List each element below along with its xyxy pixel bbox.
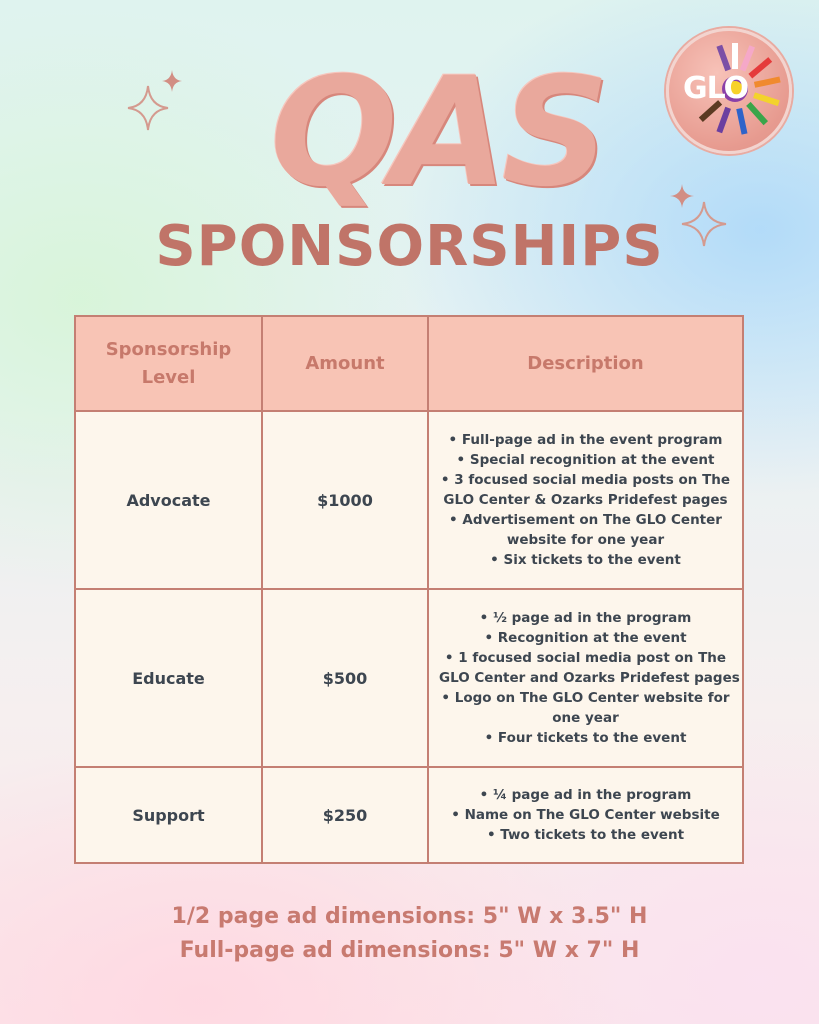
column-header-description: Description xyxy=(428,316,743,411)
description-line: • Full-page ad in the event program xyxy=(448,432,723,448)
column-header-level: Sponsorship Level xyxy=(75,316,262,411)
page-title: SPONSORSHIPS xyxy=(155,214,664,279)
description-line: • Recognition at the event xyxy=(484,630,687,646)
sponsorship-description xyxy=(428,767,743,863)
sponsorship-description xyxy=(428,589,743,767)
description-line: • ½ page ad in the program xyxy=(479,610,692,626)
sponsorship-description xyxy=(428,411,743,589)
description-line: website for one year xyxy=(506,532,665,548)
sponsorship-level: Advocate xyxy=(75,411,262,589)
table-header-row xyxy=(75,316,743,411)
logo-text: GLO xyxy=(683,71,749,106)
description-line: GLO Center and Ozarks Pridefest pages xyxy=(439,670,740,686)
column-header-amount: Amount xyxy=(262,316,428,411)
description-line: • 3 focused social media posts on The xyxy=(440,472,731,488)
table-row xyxy=(75,589,743,767)
sponsorship-amount: $500 xyxy=(262,589,428,767)
sponsorship-amount: $1000 xyxy=(262,411,428,589)
half-page-dimensions: 1/2 page ad dimensions: 5" W x 3.5" H xyxy=(171,904,648,929)
table-row xyxy=(75,767,743,863)
event-title-art: QAS xyxy=(270,46,604,220)
description-line: • Special recognition at the event xyxy=(456,452,715,468)
description-line: one year xyxy=(552,710,619,726)
sponsorship-level: Educate xyxy=(75,589,262,767)
description-line: • Four tickets to the event xyxy=(484,730,687,746)
table-row xyxy=(75,411,743,589)
description-line: • Six tickets to the event xyxy=(490,552,681,568)
sponsorship-amount: $250 xyxy=(262,767,428,863)
sponsorship-table xyxy=(74,315,744,864)
description-line: • ¼ page ad in the program xyxy=(479,787,692,803)
description-line: • 1 focused social media post on The xyxy=(444,650,727,666)
sparkle-icon xyxy=(120,68,190,138)
description-line: • Two tickets to the event xyxy=(486,827,685,843)
description-line: • Advertisement on The GLO Center xyxy=(449,512,722,528)
sponsorship-level: Support xyxy=(75,767,262,863)
description-line: GLO Center & Ozarks Pridefest pages xyxy=(443,492,728,508)
glo-logo xyxy=(666,28,792,154)
description-line: • Name on The GLO Center website xyxy=(451,807,720,823)
full-page-dimensions: Full-page ad dimensions: 5" W x 7" H xyxy=(179,938,640,963)
description-line: • Logo on The GLO Center website for xyxy=(441,690,730,706)
ad-dimensions-note xyxy=(0,900,819,968)
